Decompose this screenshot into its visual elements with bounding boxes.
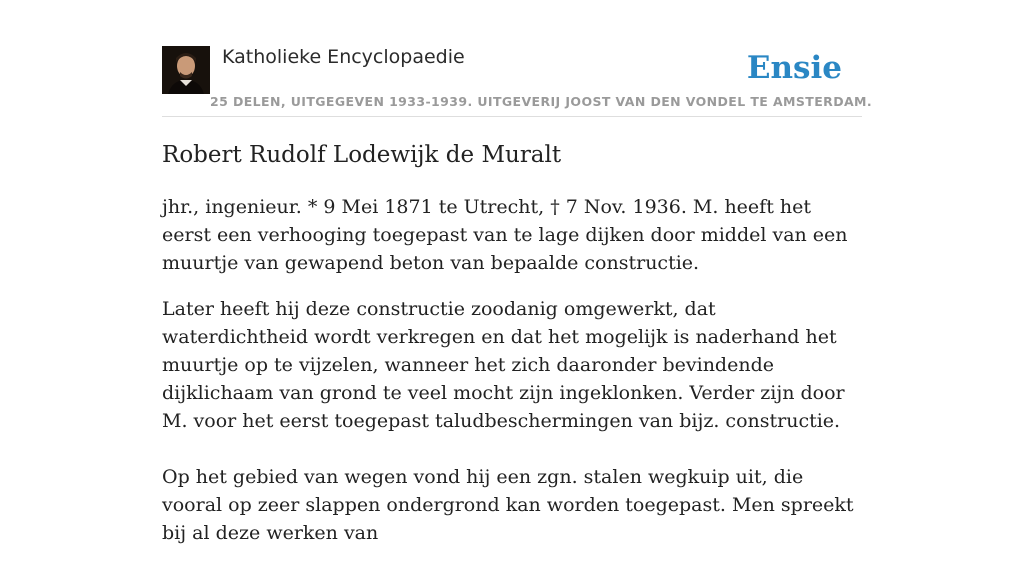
source-title[interactable]: Katholieke Encyclopaedie <box>222 46 465 68</box>
article-title: Robert Rudolf Lodewijk de Muralt <box>162 142 562 168</box>
portrait-icon <box>162 46 210 94</box>
article-paragraph: Later heeft hij deze constructie zoodanig omgewerkt, dat waterdichtheid wordt verkregen en dat het mogelijk is naderhand het muurtje op te vijzelen, wanneer het zich daaronder bevindende dijklichaam van grond te veel mocht zijn ingeklonken. Verder zijn door M. voor het eerst toegepast taludbeschermingen van bijz. constructie. <box>162 298 845 432</box>
source-meta: 25 DELEN, UITGEGEVEN 1933-1939. UITGEVERIJ JOOST VAN DEN VONDEL TE AMSTERDAM. <box>210 94 873 109</box>
brand-logo[interactable]: Ensie <box>746 50 842 86</box>
article-paragraph: Op het gebied van wegen vond hij een zgn. stalen wegkuip uit, die vooral op zeer slappen ondergrond kan worden toegepast. Men spreekt bij al deze werken van <box>162 466 854 544</box>
article-paragraph: jhr., ingenieur. * 9 Mei 1871 te Utrecht, † 7 Nov. 1936. M. heeft het eerst een verhooging toegepast van te lage dijken door middel van een muurtje van gewapend beton van bepaalde constructie. <box>162 196 848 274</box>
article <box>162 138 862 565</box>
source-header <box>162 44 873 117</box>
source-avatar[interactable] <box>162 46 210 94</box>
